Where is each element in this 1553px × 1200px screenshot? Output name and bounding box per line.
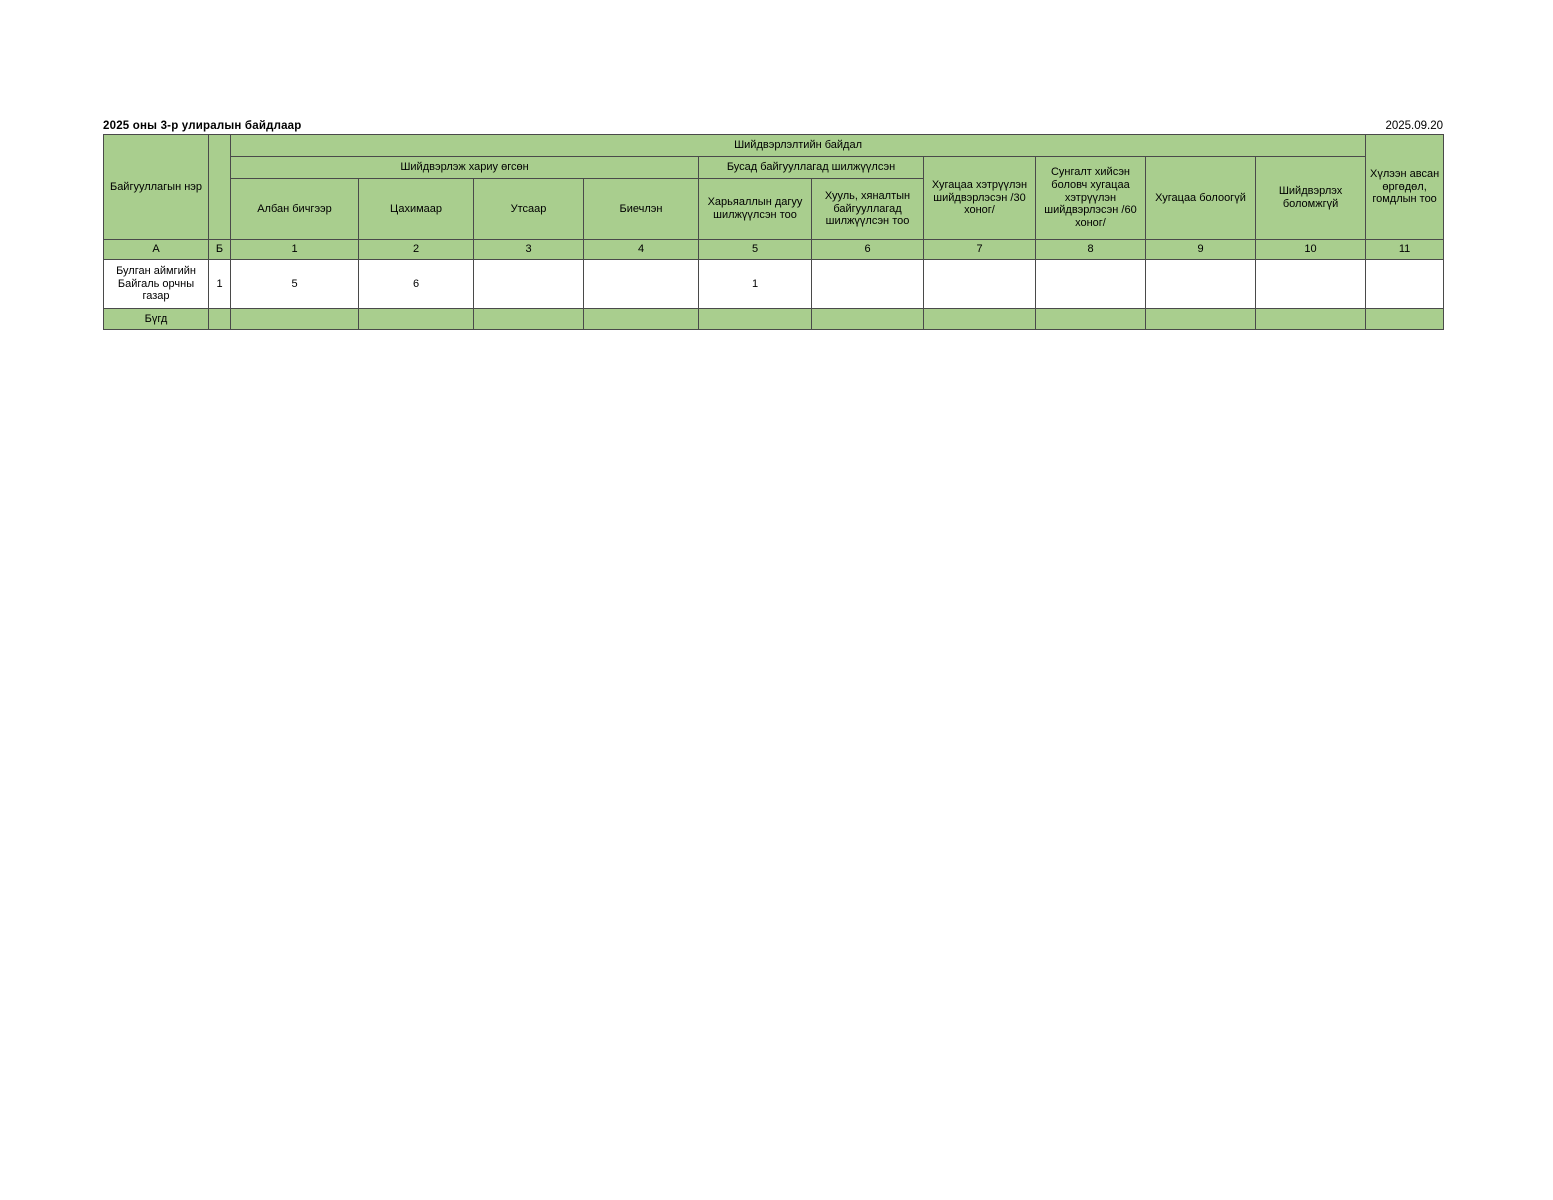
col-header-official-letter: Албан бичгээр <box>231 179 359 240</box>
total-inperson <box>584 309 699 330</box>
report-date: 2025.09.20 <box>1385 120 1443 132</box>
cell-inperson <box>584 260 699 309</box>
cell-official-letter: 5 <box>231 260 359 309</box>
col-header-org-name: Байгууллагын нэр <box>104 135 209 240</box>
cell-not-due <box>1146 260 1256 309</box>
index-a: А <box>104 240 209 260</box>
col-header-law-inspection: Хууль, хяналтын байгууллагад шилжүүлсэн тоо <box>812 179 924 240</box>
cell-pending <box>1366 260 1444 309</box>
total-by-jurisdiction <box>699 309 812 330</box>
total-phone <box>474 309 584 330</box>
column-index-row <box>104 240 1444 260</box>
total-label: Бүгд <box>104 309 209 330</box>
col-header-group-answered: Шийдвэрлэж хариу өгсөн <box>231 157 699 179</box>
report-period-title: 2025 оны 3-р улиралын байдлаар <box>103 120 302 132</box>
total-overdue-30 <box>924 309 1036 330</box>
cell-phone <box>474 260 584 309</box>
index-8: 8 <box>1036 240 1146 260</box>
col-header-extended-60: Сунгалт хийсэн боловч хугацаа хэтрүүлэн шийдвэрлэсэн /60 хоног/ <box>1036 157 1146 240</box>
col-header-by-jurisdiction: Харьяаллын дагуу шилжүүлсэн тоо <box>699 179 812 240</box>
index-4: 4 <box>584 240 699 260</box>
col-header-blank-b <box>209 135 231 240</box>
total-law-inspection <box>812 309 924 330</box>
cell-not-solvable <box>1256 260 1366 309</box>
index-10: 10 <box>1256 240 1366 260</box>
total-not-due <box>1146 309 1256 330</box>
cell-org-name: Булган аймгийн Байгаль орчны газар <box>104 260 209 309</box>
col-header-electronic: Цахимаар <box>359 179 474 240</box>
cell-row-number: 1 <box>209 260 231 309</box>
cell-extended-60 <box>1036 260 1146 309</box>
col-header-not-due: Хугацаа болоогүй <box>1146 157 1256 240</box>
header-row-group-main <box>104 135 1444 157</box>
index-3: 3 <box>474 240 584 260</box>
header-row-group-sub <box>104 157 1444 179</box>
report-table <box>103 134 1444 330</box>
cell-by-jurisdiction: 1 <box>699 260 812 309</box>
index-5: 5 <box>699 240 812 260</box>
col-header-overdue-30: Хугацаа хэтрүүлэн шийдвэрлэсэн /30 хоног/ <box>924 157 1036 240</box>
total-official-letter <box>231 309 359 330</box>
table-row <box>104 260 1444 309</box>
total-extended-60 <box>1036 309 1146 330</box>
col-header-group-main: Шийдвэрлэлтийн байдал <box>231 135 1366 157</box>
index-2: 2 <box>359 240 474 260</box>
index-b: Б <box>209 240 231 260</box>
total-electronic <box>359 309 474 330</box>
col-header-not-solvable: Шийдвэрлэх боломжгүй <box>1256 157 1366 240</box>
col-header-inperson: Биечлэн <box>584 179 699 240</box>
col-header-phone: Утсаар <box>474 179 584 240</box>
sheet-title-bar <box>103 120 1443 134</box>
col-header-group-transferred: Бусад байгууллагад шилжүүлсэн <box>699 157 924 179</box>
cell-overdue-30 <box>924 260 1036 309</box>
index-1: 1 <box>231 240 359 260</box>
total-not-solvable <box>1256 309 1366 330</box>
col-header-pending-count: Хүлээн авсан өргөдөл, гомдлын тоо <box>1366 135 1444 240</box>
index-6: 6 <box>812 240 924 260</box>
total-pending <box>1366 309 1444 330</box>
cell-law-inspection <box>812 260 924 309</box>
index-11: 11 <box>1366 240 1444 260</box>
cell-electronic: 6 <box>359 260 474 309</box>
index-7: 7 <box>924 240 1036 260</box>
spreadsheet-sheet <box>103 120 1443 330</box>
total-row-number <box>209 309 231 330</box>
table-total-row <box>104 309 1444 330</box>
index-9: 9 <box>1146 240 1256 260</box>
